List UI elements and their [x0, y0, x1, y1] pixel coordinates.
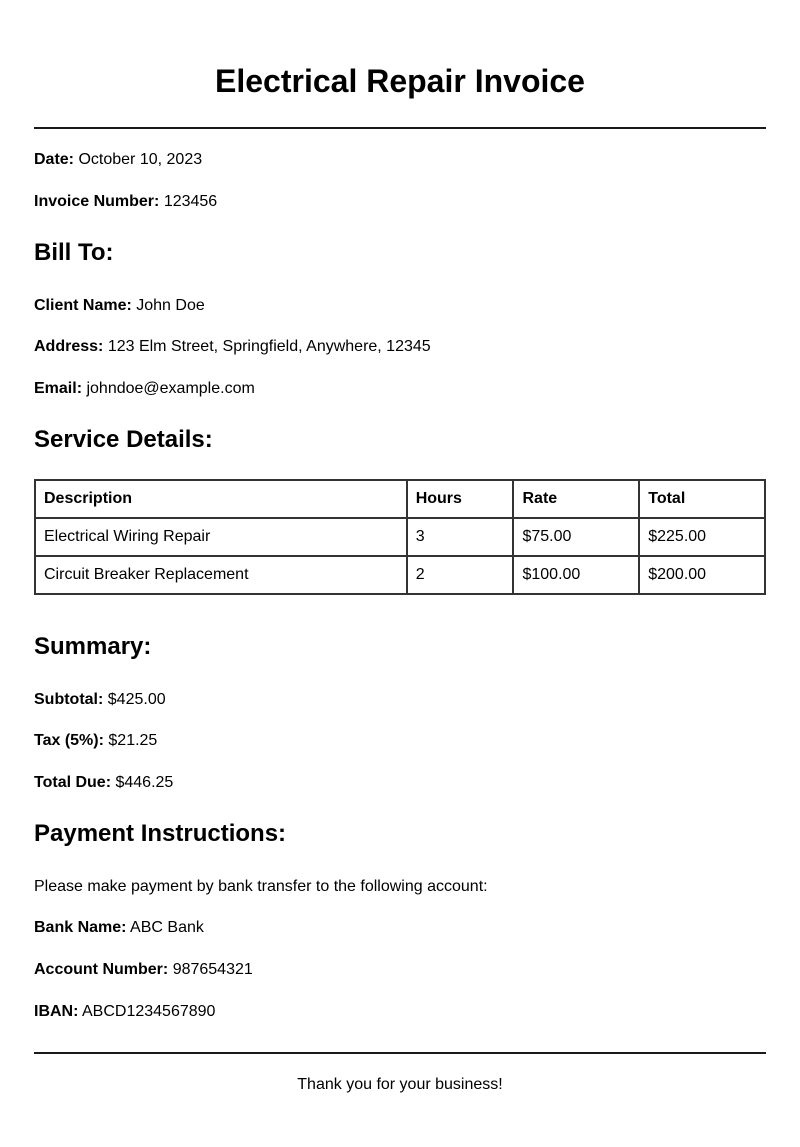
account-number-value: 987654321	[172, 961, 253, 978]
subtotal-label: Subtotal:	[34, 691, 104, 708]
table-row	[35, 556, 765, 594]
invoice-number-label: Invoice Number:	[34, 193, 160, 210]
column-header-rate: Rate	[513, 480, 639, 518]
tax-value: $21.25	[108, 732, 158, 749]
iban-value: ABCD1234567890	[82, 1003, 216, 1020]
cell-description: Electrical Wiring Repair	[35, 518, 407, 556]
payment-intro: Please make payment by bank transfer to the following account:	[34, 878, 488, 895]
cell-hours: 3	[407, 518, 514, 556]
subtotal-value: $425.00	[107, 691, 166, 708]
header-divider	[34, 127, 766, 129]
total-due-value: $446.25	[115, 774, 174, 791]
date-label: Date:	[34, 151, 75, 168]
date-value: October 10, 2023	[78, 151, 203, 168]
cell-description: Circuit Breaker Replacement	[35, 556, 407, 594]
tax-line	[34, 731, 157, 751]
payment-instructions-heading: Payment Instructions:	[34, 820, 287, 847]
bank-name-line	[34, 918, 204, 938]
summary-heading: Summary:	[34, 633, 152, 660]
iban-label: IBAN:	[34, 1003, 79, 1020]
address-line	[34, 337, 431, 357]
cell-rate: $100.00	[513, 556, 639, 594]
column-header-total: Total	[639, 480, 765, 518]
address-label: Address:	[34, 338, 104, 355]
bill-to-heading: Bill To:	[34, 239, 114, 266]
service-details-heading: Service Details:	[34, 426, 213, 453]
invoice-title: Electrical Repair Invoice	[215, 63, 585, 99]
cell-hours: 2	[407, 556, 514, 594]
total-due-label: Total Due:	[34, 774, 112, 791]
date-line	[34, 150, 202, 170]
cell-total: $200.00	[639, 556, 765, 594]
iban-line	[34, 1002, 215, 1022]
footer-thank-you: Thank you for your business!	[297, 1076, 503, 1093]
service-table-header-row	[35, 480, 765, 518]
subtotal-line	[34, 690, 166, 710]
account-number-line	[34, 960, 253, 980]
client-name-value: John Doe	[136, 297, 205, 314]
account-number-label: Account Number:	[34, 961, 169, 978]
client-name-line	[34, 296, 205, 316]
column-header-description: Description	[35, 480, 407, 518]
service-table	[34, 479, 766, 595]
cell-rate: $75.00	[513, 518, 639, 556]
email-value: johndoe@example.com	[86, 380, 255, 397]
client-name-label: Client Name:	[34, 297, 132, 314]
invoice-number-value: 123456	[163, 193, 218, 210]
email-line	[34, 379, 255, 399]
total-due-line	[34, 773, 173, 793]
tax-label: Tax (5%):	[34, 732, 104, 749]
column-header-hours: Hours	[407, 480, 514, 518]
footer-divider	[34, 1052, 766, 1054]
cell-total: $225.00	[639, 518, 765, 556]
address-value: 123 Elm Street, Springfield, Anywhere, 12345	[107, 338, 431, 355]
bank-name-value: ABC Bank	[130, 919, 204, 936]
table-row	[35, 518, 765, 556]
bank-name-label: Bank Name:	[34, 919, 127, 936]
invoice-number-line	[34, 192, 217, 212]
email-label: Email:	[34, 380, 83, 397]
